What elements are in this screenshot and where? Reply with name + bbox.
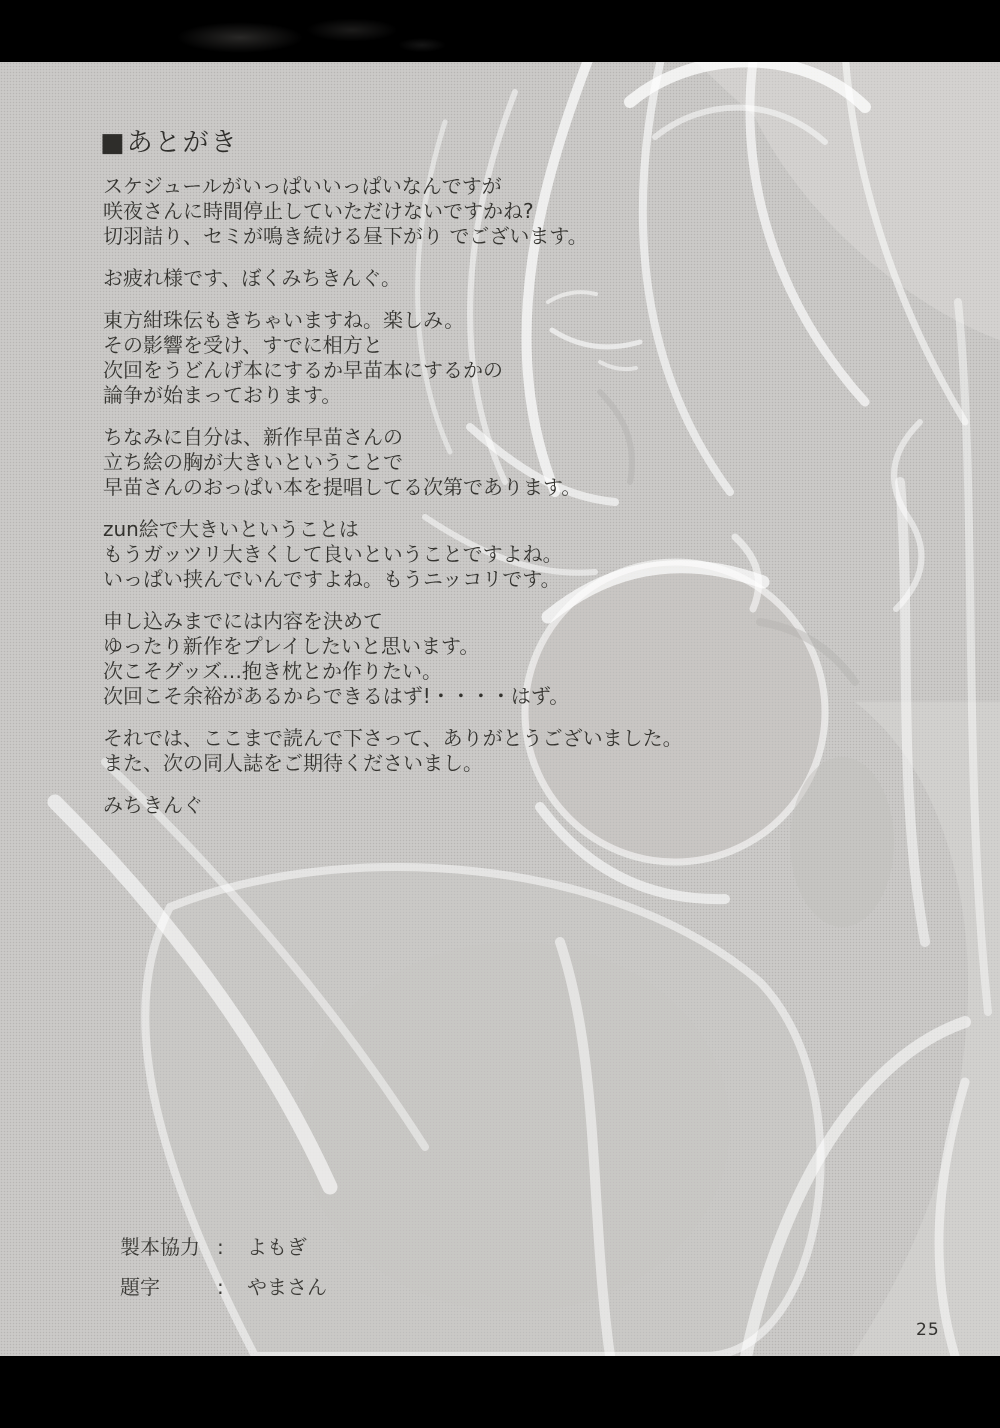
author-signature: [103, 793, 763, 818]
text-line: 論争が始まっております。: [103, 383, 342, 407]
text-line: もうガッツリ大きくして良いということですよね。: [103, 542, 563, 566]
paragraph-schedule: [103, 174, 763, 249]
text-line: 次回をうどんげ本にするか早苗本にするかの: [103, 358, 503, 382]
heading-square-marker: ■: [100, 128, 125, 158]
bottom-scan-border: [0, 1356, 1000, 1428]
text-line: 東方紺珠伝もきちゃいますね。楽しみ。: [103, 308, 465, 332]
credit-name: よもぎ: [247, 1235, 307, 1259]
scan-smudge: [170, 10, 450, 60]
text-line: みちきんぐ: [103, 793, 203, 817]
text-line: 申し込みまでには内容を決めて: [103, 609, 383, 633]
heading-text: あとがき: [126, 128, 239, 158]
text-line: 次回こそ余裕があるからできるはず!・・・・はず。: [103, 684, 570, 708]
credit-colon: :: [217, 1275, 224, 1299]
text-line: 立ち絵の胸が大きいということで: [103, 450, 403, 474]
text-line: それでは、ここまで読んで下さって、ありがとうございました。: [103, 726, 683, 750]
text-line: 次こそグッズ…抱き枕とか作りたい。: [103, 659, 442, 683]
text-line: いっぱい挟んでいんですよね。もうニッコリです。: [103, 567, 561, 591]
credit-role: 題字: [120, 1275, 160, 1299]
paragraph-next-game: [103, 308, 763, 408]
paragraph-sanae: [103, 425, 763, 500]
text-line: また、次の同人誌をご期待くださいまし。: [103, 751, 483, 775]
text-line: 咲夜さんに時間停止していただけないですかね?: [103, 199, 534, 223]
afterword-heading: [100, 128, 239, 158]
page-surface: [0, 62, 1000, 1356]
credit-row-binding: [120, 1234, 327, 1260]
text-line: zun絵で大きいということは: [103, 517, 359, 541]
afterword-body: [103, 174, 763, 835]
credit-row-calligraphy: [120, 1274, 327, 1300]
text-line: ちなみに自分は、新作早苗さんの: [103, 425, 403, 449]
text-line: お疲れ様です、ぼくみちきんぐ。: [103, 266, 401, 290]
credit-name: やまさん: [247, 1275, 327, 1299]
paragraph-zun-art: [103, 517, 763, 592]
page-number: 25: [916, 1320, 940, 1340]
text-line: ゆったり新作をプレイしたいと思います。: [103, 634, 480, 658]
text-line: その影響を受け、すでに相方と: [103, 333, 383, 357]
text-line: 切羽詰り、セミが鳴き続ける昼下がり でございます。: [103, 224, 588, 248]
top-scan-border: [0, 0, 1000, 62]
credit-role: 製本協力: [120, 1235, 200, 1259]
credits-block: [120, 1234, 327, 1314]
text-line: 早苗さんのおっぱい本を提唱してる次第であります。: [103, 475, 582, 499]
credit-colon: :: [217, 1235, 224, 1259]
paragraph-greeting: [103, 266, 763, 291]
paragraph-plans: [103, 609, 763, 709]
text-line: スケジュールがいっぱいいっぱいなんですが: [103, 174, 502, 198]
paragraph-thanks: [103, 726, 763, 776]
